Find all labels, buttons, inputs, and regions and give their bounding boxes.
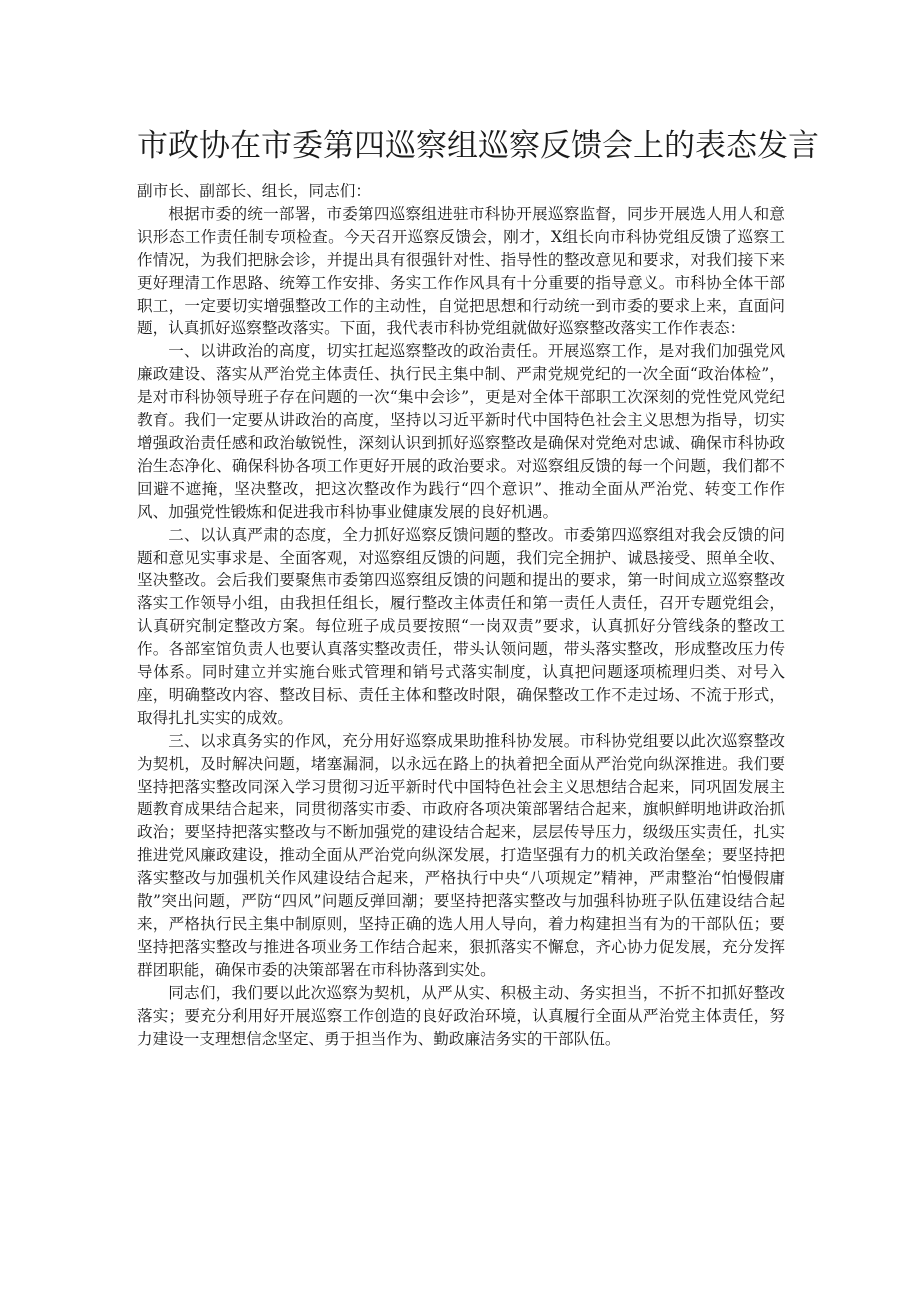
- paragraph-point-two: 二、以认真严肃的态度，全力抓好巡察反馈问题的整改。市委第四巡察组对我会反馈的问题和意见实事求是、全面客观，对巡察组反馈的问题，我们完全拥护、诚恳接受、照单全收、坚决整改。会后我们要聚焦市委第四巡察组反馈的问题和提出的要求，第一时间成立巡察整改落实工作领导小组，由我担任组长，履行整改主体责任和第一责任人责任，召开专题党组会，认真研究制定整改方案。每位班子成员要按照“一岗双责”要求，认真抓好分管线条的整改工作。各部室馆负责人也要认真落实整改责任，带头认领问题，带头落实整改，形成整改压力传导体系。同时建立并实施台账式管理和销号式落实制度，认真把问题逐项梳理归类、对号入座，明确整改内容、整改目标、责任主体和整改时限，确保整改工作不走过场、不流于形式，取得扎扎实实的成效。: [137, 525, 785, 727]
- document-body: [137, 180, 785, 1050]
- paragraph-closing: 同志们，我们要以此次巡察为契机，从严从实、积极主动、务实担当，不折不扣抓好整改落实；要充分利用好开展巡察工作创造的良好政治环境，认真履行全面从严治党主体责任，努力建设一支理想信念坚定、勇于担当作为、勤政廉洁务实的干部队伍。: [137, 983, 785, 1048]
- paragraph-point-one: 一、以讲政治的高度，切实扛起巡察整改的政治责任。开展巡察工作，是对我们加强党风廉政建设、落实从严治党主体责任、执行民主集中制、严肃党规党纪的一次全面“政治体检”，是对市科协领导班子存在问题的一次“集中会诊”，更是对全体干部职工次深刻的党性党风党纪教育。我们一定要从讲政治的高度，坚持以习近平新时代中国特色社会主义思想为指导，切实增强政治责任感和政治敏锐性，深刻认识到抓好巡察整改是确保对党绝对忠诚、确保市科协政治生态净化、确保科协各项工作更好开展的政治要求。对巡察组反馈的每一个问题，我们都不回避不遮掩，坚决整改，把这次整改作为践行“四个意识”、推动全面从严治党、转变工作作风、加强党性锻炼和促进我市科协事业健康发展的良好机遇。: [137, 342, 785, 521]
- salutation: 副市长、副部长、组长，同志们：: [137, 182, 371, 200]
- paragraph-point-three: 三、以求真务实的作风，充分用好巡察成果助推科协发展。市科协党组要以此次巡察整改为契机，及时解决问题，堵塞漏洞，以永远在路上的执着把全面从严治党向纵深推进。我们要坚持把落实整改同深入学习贯彻习近平新时代中国特色社会主义思想结合起来，同巩固发展主题教育成果结合起来，同贯彻落实市委、市政府各项决策部署结合起来，旗帜鲜明地讲政治抓政治；要坚持把落实整改与不断加强党的建设结合起来，层层传导压力，级级压实责任，扎实推进党风廉政建设，推动全面从严治党向纵深发展，打造坚强有力的机关政治堡垒；要坚持把落实整改与加强机关作风建设结合起来，严格执行中央“八项规定”精神，严肃整治“怕慢假庸散”突出问题，严防“四风”问题反弹回潮；要坚持把落实整改与加强科协班子队伍建设结合起来，严格执行民主集中制原则，坚持正确的选人用人导向，着力构建担当有为的干部队伍；要坚持把落实整改与推进各项业务工作结合起来，狠抓落实不懈怠，齐心协力促发展，充分发挥群团职能，确保市委的决策部署在市科协落到实处。: [137, 731, 785, 979]
- paragraph-intro: 根据市委的统一部署，市委第四巡察组进驻市科协开展巡察监督，同步开展选人用人和意识形态工作责任制专项检查。今天召开巡察反馈会，刚才，X组长向市科协党组反馈了巡察工作情况，为我们把脉会诊，并提出具有很强针对性、指导性的整改意见和要求，对我们接下来更好理清工作思路、统筹工作安排、务实工作作风具有十分重要的指导意义。市科协全体干部职工，一定要切实增强整改工作的主动性，自觉把思想和行动统一到市委的要求上来，直面问题，认真抓好巡察整改落实。下面，我代表市科协党组就做好巡察整改落实工作作表态：: [137, 204, 785, 338]
- document-title: 市政协在市委第四巡察组巡察反馈会上的表态发言: [137, 128, 819, 164]
